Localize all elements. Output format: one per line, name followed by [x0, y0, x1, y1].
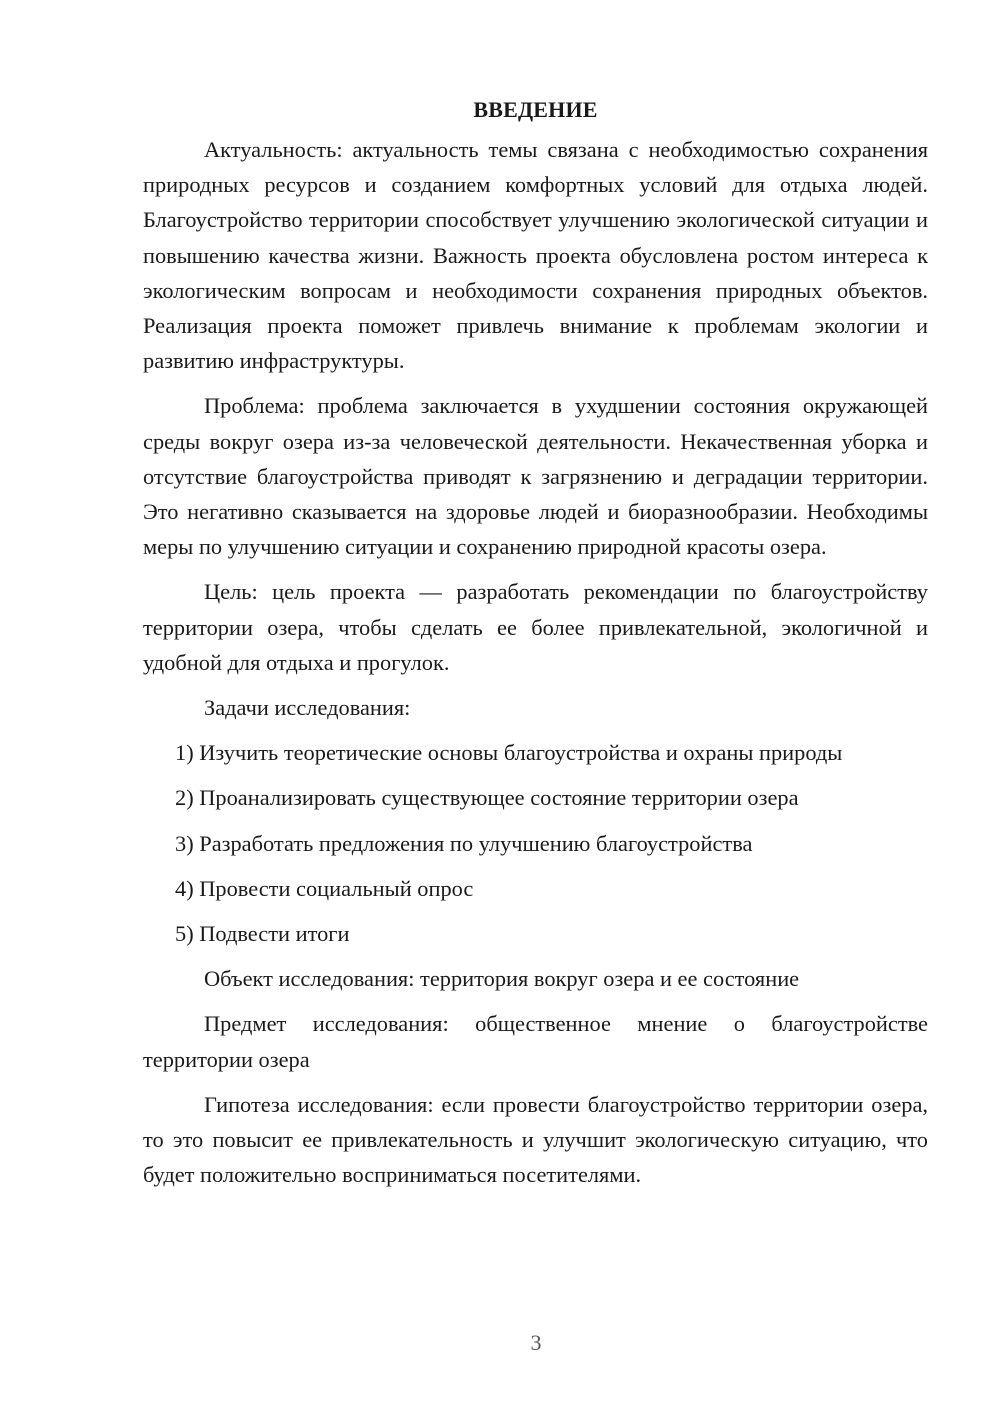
tasks-list: [143, 735, 928, 951]
subject-paragraph: Предмет исследования: общественное мнение о благоустройстве территории озера: [143, 1011, 928, 1072]
relevance-paragraph: Актуальность: актуальность темы связана с необходимостью сохранения природных ресурсов и созданием комфортных условий для отдыха людей. Благоустройство территории способствует улучшению экологической ситуации и повышению качества жизни. Важность проекта обусловлена ростом интереса к экологическим вопросам и необходимости сохранения природных объектов. Реализация проекта поможет привлечь внимание к проблемам экологии и развитию инфраструктуры.: [143, 137, 928, 374]
page-number: 3: [530, 1330, 542, 1355]
document-page: [143, 92, 928, 1192]
tasks-heading: Задачи исследования:: [204, 695, 411, 721]
section-title: ВВЕДЕНИЕ: [473, 97, 598, 122]
task-item-1: 1) Изучить теоретические основы благоустройства и охраны природы: [175, 740, 843, 766]
task-item-4: 4) Провести социальный опрос: [175, 875, 474, 901]
hypothesis-paragraph: Гипотеза исследования: если провести благоустройство территории озера, то это повысит ее привлекательность и улучшит экологическую ситуацию, что будет положительно восприниматься посетителями.: [143, 1091, 928, 1188]
task-item-2: 2) Проанализировать существующее состояние территории озера: [175, 785, 799, 811]
task-item-3: 3) Разработать предложения по улучшению благоустройства: [175, 830, 753, 856]
task-item-5: 5) Подвести итоги: [175, 921, 350, 947]
object-paragraph: Объект исследования: территория вокруг озера и ее состояние: [204, 966, 800, 992]
goal-paragraph: Цель: цель проекта — разработать рекомендации по благоустройству территории озера, чтобы сделать ее более привлекательной, экологичной и удобной для отдыха и прогулок.: [143, 579, 928, 675]
problem-paragraph: Проблема: проблема заключается в ухудшении состояния окружающей среды вокруг озера из-за человеческой деятельности. Некачественная уборка и отсутствие благоустройства приводят к загрязнению и деградации территории. Это негативно сказывается на здоровье людей и биоразнообразии. Необходимы меры по улучшению ситуации и сохранению природной красоты озера.: [143, 393, 928, 560]
